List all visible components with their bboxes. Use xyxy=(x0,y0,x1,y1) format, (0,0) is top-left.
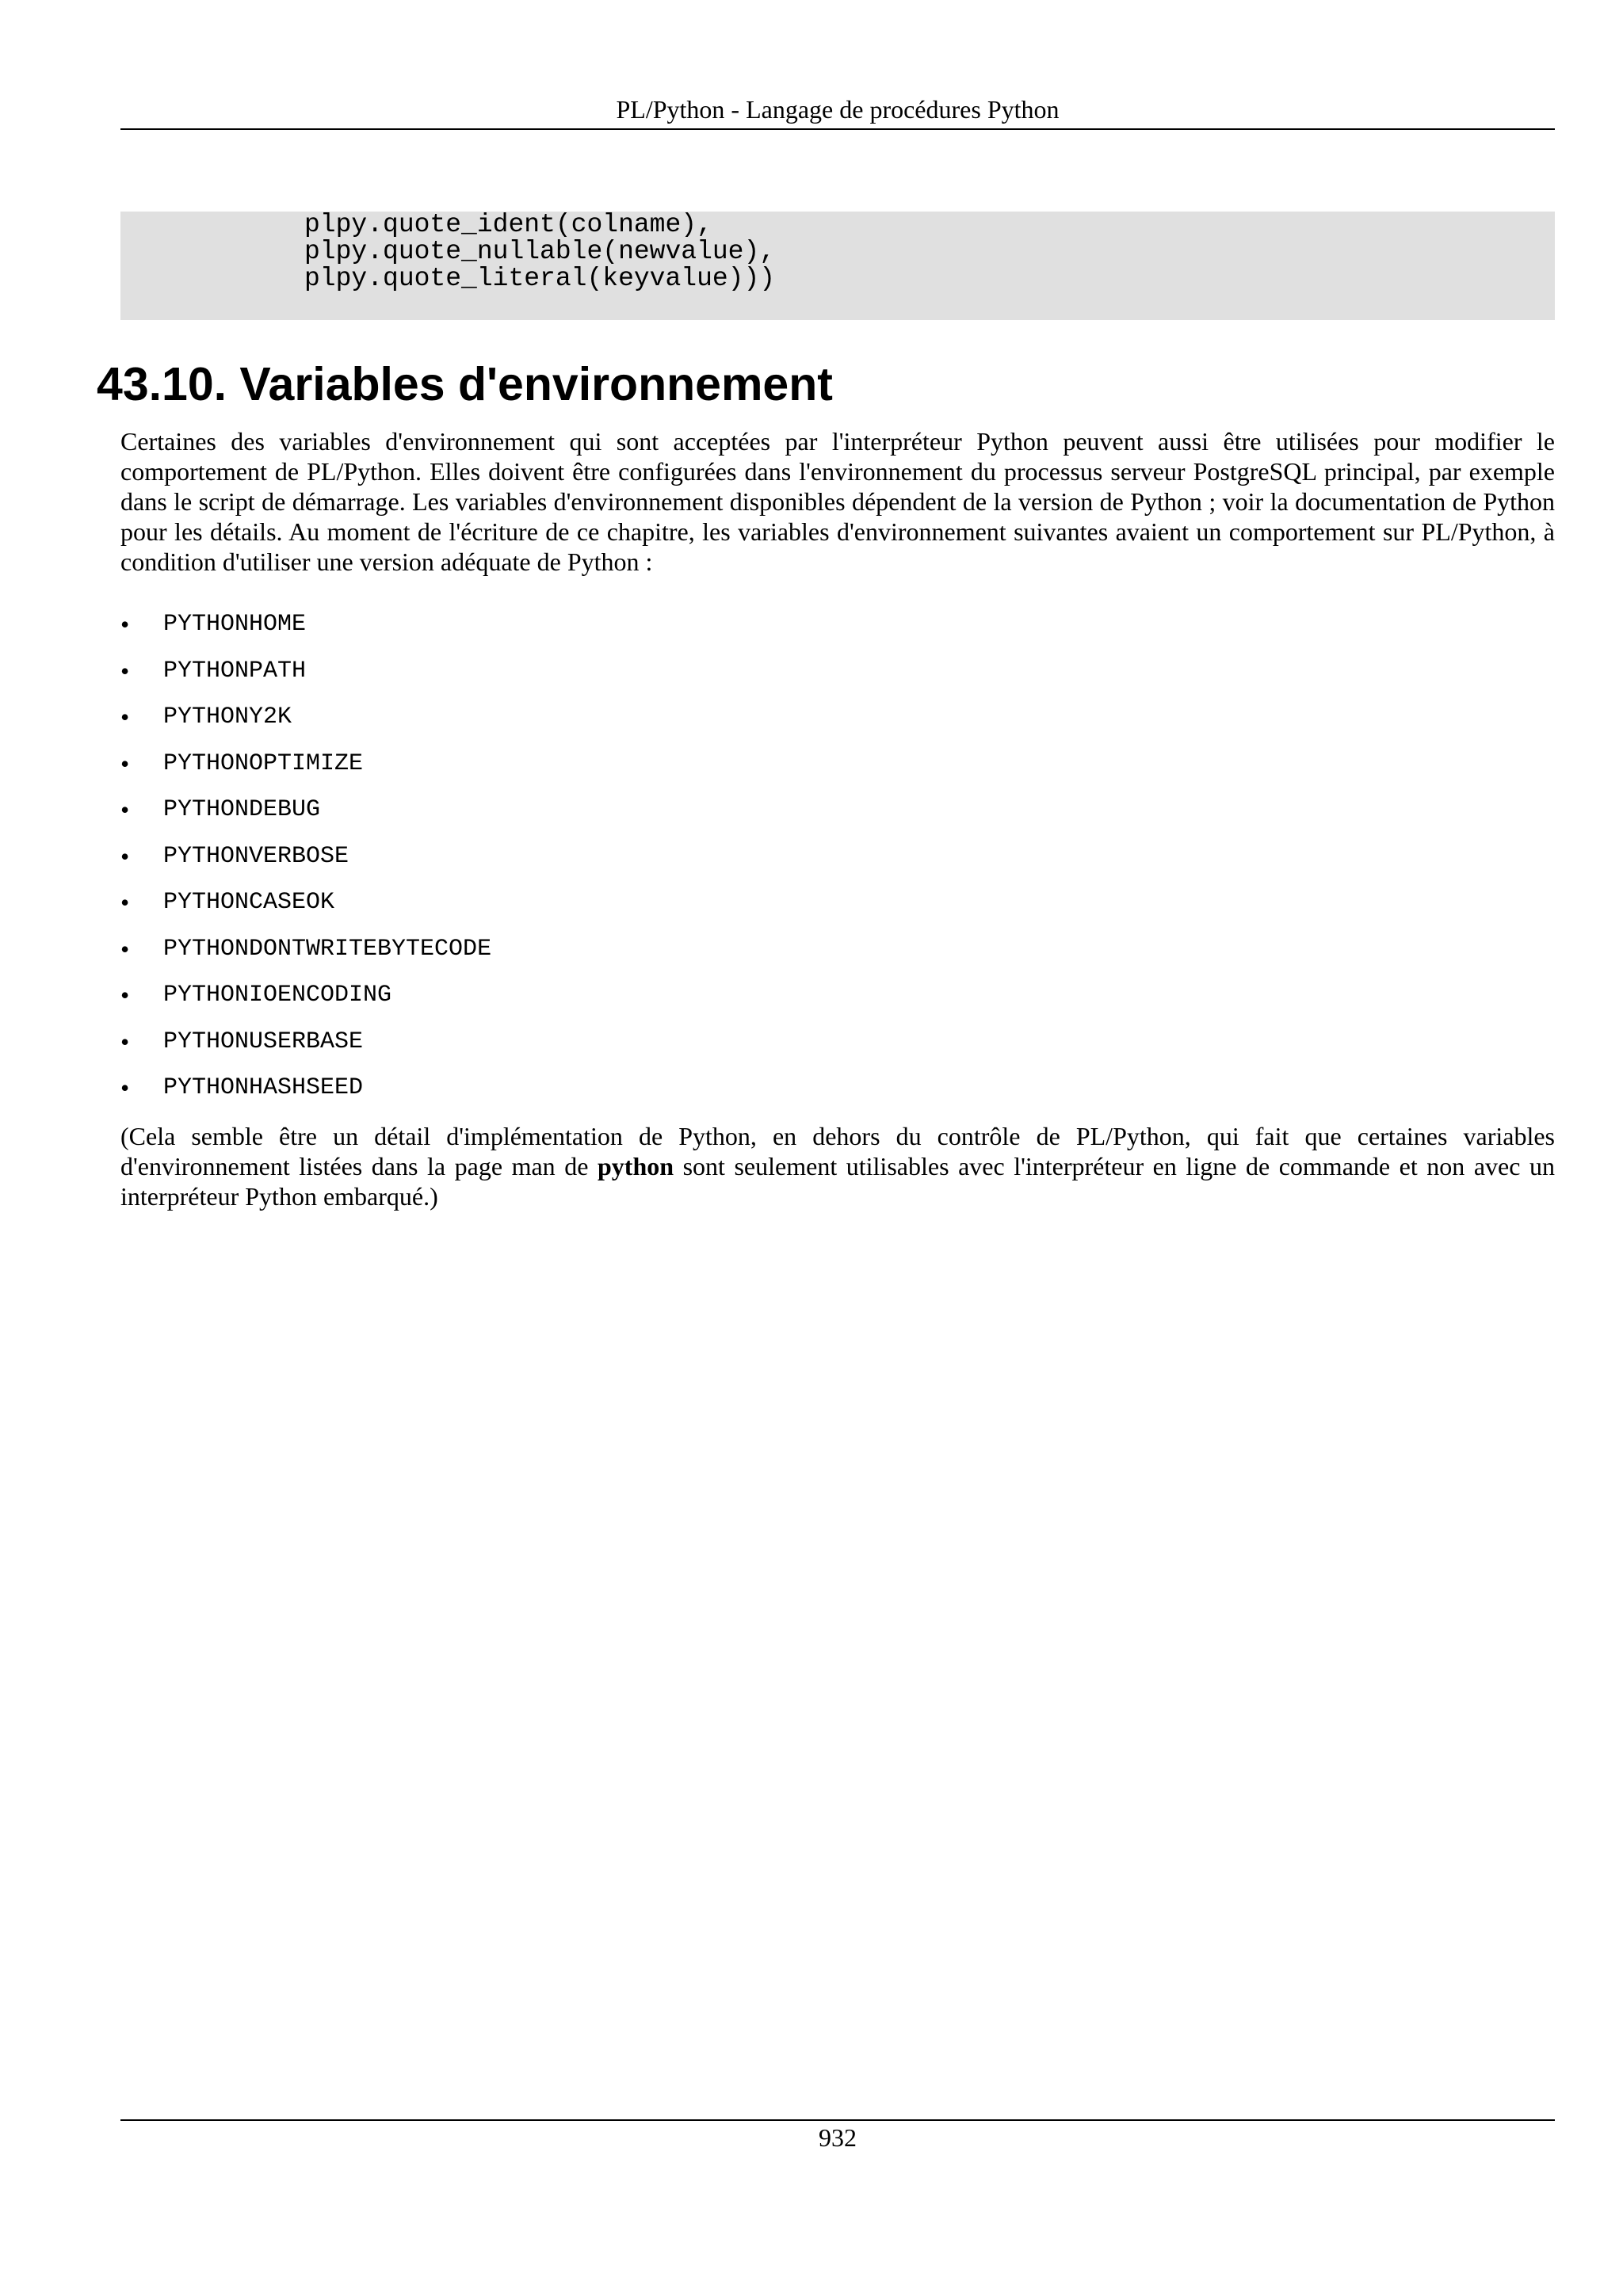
page-number: 932 xyxy=(819,2123,857,2152)
note-text-after: sont seulement utilisables avec l'interpréteur en ligne de commande et non avec un interpréteur Python embarqué.) xyxy=(120,1152,1556,1211)
env-var-name: PYTHONVERBOSE xyxy=(163,842,349,870)
code-line: plpy.quote_ident(colname), xyxy=(304,210,712,239)
list-item xyxy=(120,979,1555,1026)
list-item xyxy=(120,887,1555,933)
bullet: • xyxy=(120,934,130,963)
bullet: • xyxy=(120,1074,130,1102)
bullet: • xyxy=(120,703,130,731)
bullet: • xyxy=(120,656,130,685)
env-var-name: PYTHONDEBUG xyxy=(163,796,321,823)
command-name: python xyxy=(597,1152,674,1180)
env-var-name: PYTHONY2K xyxy=(163,704,292,730)
env-var-name: PYTHONHOME xyxy=(163,611,307,638)
env-var-name: PYTHONPATH xyxy=(163,657,307,685)
code-line: plpy.quote_literal(keyvalue))) xyxy=(304,264,776,293)
list-item xyxy=(120,933,1555,980)
list-item xyxy=(120,1072,1555,1119)
bullet: • xyxy=(120,749,130,778)
code-block xyxy=(120,212,1555,320)
section-title: 43.10. Variables d'environnement xyxy=(97,358,833,410)
list-item xyxy=(120,748,1555,795)
bullet: • xyxy=(120,610,130,639)
env-var-name: PYTHONDONTWRITEBYTECODE xyxy=(163,935,492,963)
code-line: plpy.quote_nullable(newvalue), xyxy=(304,237,776,266)
list-item xyxy=(120,841,1555,887)
running-header: PL/Python - Langage de procédures Python xyxy=(616,95,1060,124)
env-var-name: PYTHONUSERBASE xyxy=(163,1028,364,1055)
bullet: • xyxy=(120,795,130,824)
env-var-name: PYTHONHASHSEED xyxy=(163,1074,364,1101)
bullet: • xyxy=(120,888,130,917)
header-rule xyxy=(120,128,1555,130)
env-var-name: PYTHONIOENCODING xyxy=(163,982,392,1009)
note-paragraph xyxy=(120,1121,1555,1211)
list-item xyxy=(120,794,1555,841)
intro-paragraph: Certaines des variables d'environnement qui sont acceptées par l'interpréteur Python peuvent aussi être utilisées pour modifier le comportement de PL/Python. Elles doivent être configurées dans l'environnement du processus serveur PostgreSQL principal, par exemple dans le script de démarrage. Les variables d'environnement disponibles dépendent de la version de Python ; voir la documentation de Python pour les détails. Au moment de l'écriture de ce chapitre, les variables d'environnement suivantes avaient un comportement sur PL/Python, à condition d'utiliser une version adéquate de Python : xyxy=(120,427,1555,576)
list-item xyxy=(120,608,1555,655)
env-var-list xyxy=(120,608,1555,1119)
note-text-before: (Cela semble être un détail d'implémentation de Python, en dehors du contrôle de PL/Python, qui fait que certaines variables d'environnement listées dans la page man de xyxy=(120,1122,1555,1180)
env-var-name: PYTHONOPTIMIZE xyxy=(163,749,364,777)
env-var-name: PYTHONCASEOK xyxy=(163,889,335,916)
list-item xyxy=(120,655,1555,702)
bullet: • xyxy=(120,841,130,871)
list-item xyxy=(120,1026,1555,1073)
list-item xyxy=(120,701,1555,748)
bullet: • xyxy=(120,981,130,1009)
bullet: • xyxy=(120,1027,130,1056)
footer-rule xyxy=(120,2119,1555,2121)
